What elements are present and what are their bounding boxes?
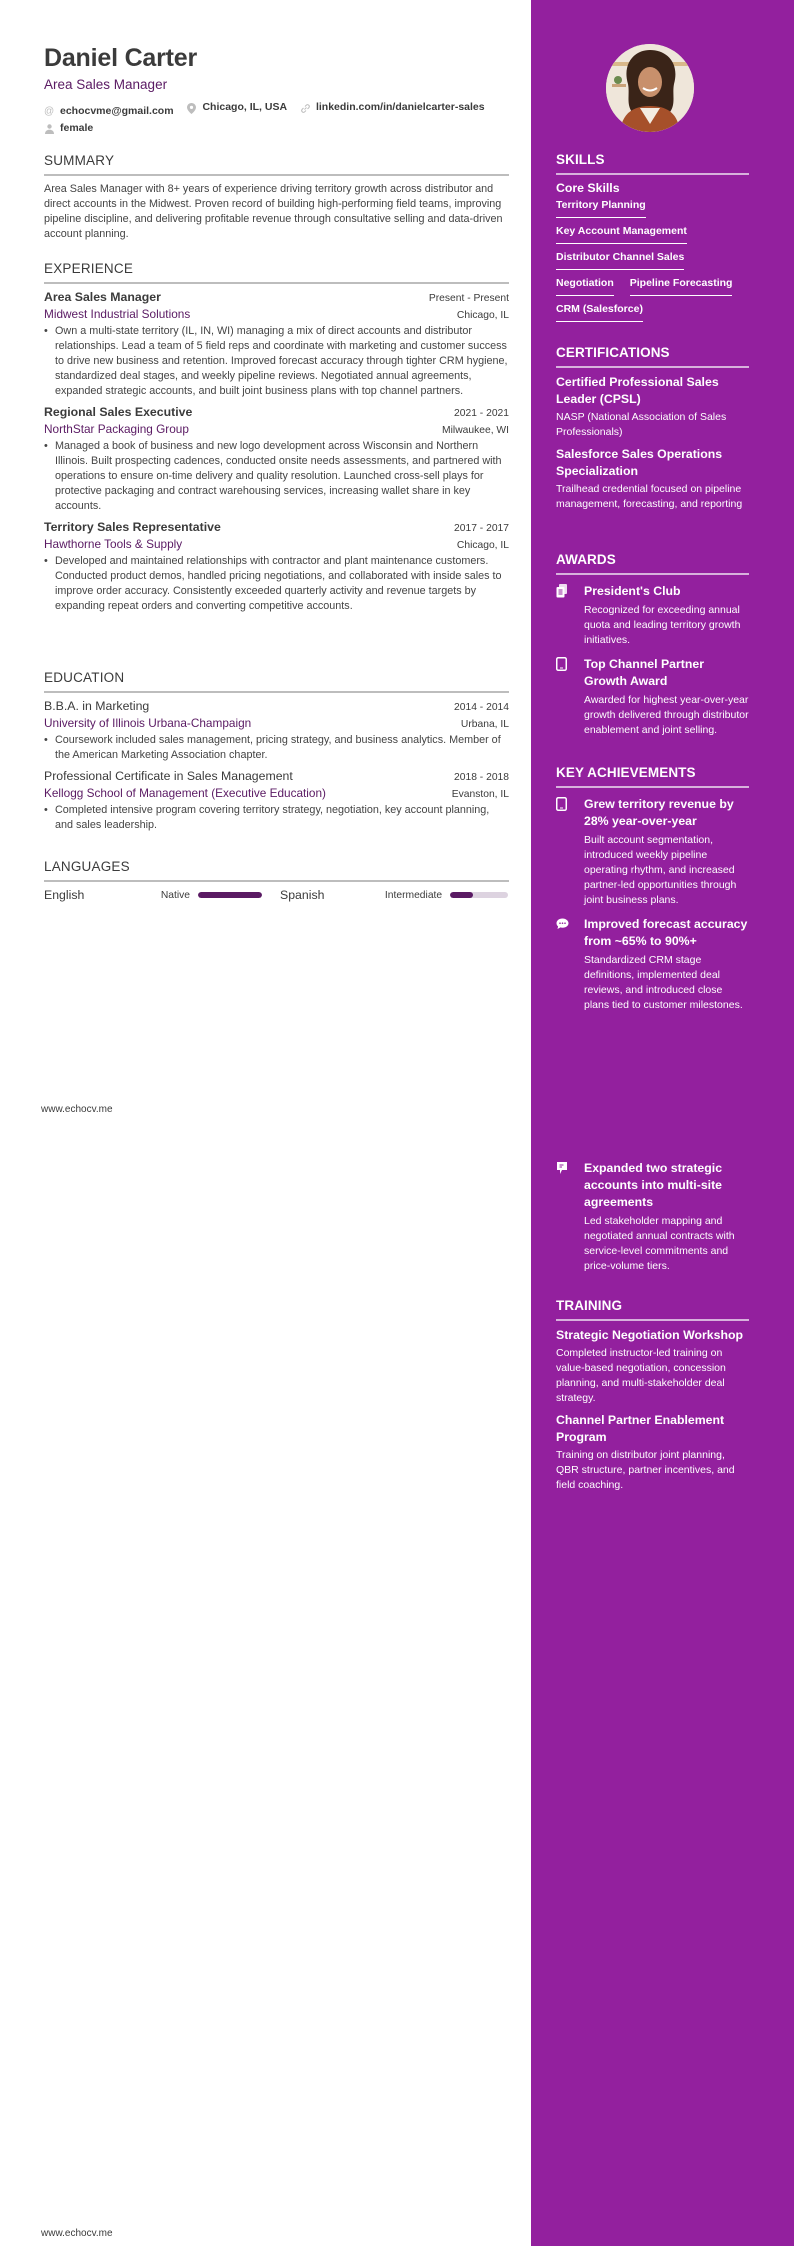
section-heading: SKILLS: [556, 152, 605, 167]
candidate-title: Area Sales Manager: [44, 77, 168, 92]
award-item: [556, 583, 749, 648]
job-title: Area Sales Manager: [44, 290, 161, 304]
job-bullet: [44, 554, 509, 614]
summary-text: Area Sales Manager with 8+ years of experience driving territory growth across distributor and direct accounts in the Midwest. Proven record of building high-performing field teams, improving pipeline discipline, and delivering profitable revenue through consultative selling and data-driven account planning.: [44, 183, 503, 240]
footer-site-page1[interactable]: www.echocv.me: [41, 1104, 113, 1115]
section-heading: EXPERIENCE: [44, 261, 134, 276]
award-desc: Awarded for highest year-over-year growth delivered through distributor enablement and joint selling.: [584, 694, 749, 736]
job-title: Territory Sales Representative: [44, 520, 221, 534]
sidebar-background: [531, 0, 794, 2246]
section-heading: AWARDS: [556, 552, 616, 567]
tablet-icon: [556, 796, 584, 908]
gender-text: female: [60, 122, 94, 134]
divider: [556, 366, 749, 368]
location-text: Chicago, IL, USA: [202, 101, 288, 113]
skill-tag: CRM (Salesforce): [556, 301, 643, 322]
section-heading: SUMMARY: [44, 153, 115, 168]
school-location: Evanston, IL: [451, 789, 509, 800]
award-title: Top Channel Partner Growth Award: [584, 657, 705, 688]
job-dates: Present - Present: [428, 293, 509, 304]
job-location: Chicago, IL: [456, 540, 509, 551]
company-name: Hawthorne Tools & Supply: [44, 537, 183, 551]
award-item: [556, 656, 749, 738]
bullet-text: Developed and maintained relationships with contractor and plant maintenance customers. Conducted product demos, handled pricing negotiations, and collaborated with inside sales to improve order accuracy. Consistently exceeded quarterly activity and revenue targets by expanding repeat orders and converting competitive accounts.: [55, 555, 502, 612]
skill-tag: Key Account Management: [556, 223, 687, 244]
skill-tag: Territory Planning: [556, 197, 646, 218]
bullet-text: Completed intensive program covering territory strategy, negotiation, key account planning, and sales leadership.: [55, 804, 490, 831]
speech-flag-icon: [556, 1160, 584, 1274]
job-location: Milwaukee, WI: [442, 425, 509, 436]
bullet-text: Coursework included sales management, pricing strategy, and business analytics. Member of the American Marketing Association chapter.: [55, 734, 501, 761]
contact-linkedin[interactable]: [300, 99, 485, 116]
skills-section: [556, 152, 749, 327]
section-heading: LANGUAGES: [44, 859, 130, 874]
email-text: echocvme@gmail.com: [60, 105, 174, 117]
certifications-section: [556, 345, 749, 512]
language-level: Intermediate: [384, 889, 443, 901]
award-title: President's Club: [584, 584, 681, 598]
skills-list: [556, 197, 749, 327]
clipboard-icon: [556, 583, 584, 648]
training-name: Channel Partner Enablement Program: [556, 1413, 725, 1444]
bullet-icon: •: [44, 440, 48, 452]
language-item: [276, 888, 508, 902]
experience-section: [44, 261, 509, 614]
bullet-icon: •: [44, 555, 48, 567]
education-entry: [44, 699, 509, 763]
language-level: Native: [160, 889, 190, 901]
edu-dates: 2018 - 2018: [454, 772, 509, 783]
awards-section: [556, 552, 749, 738]
section-heading: TRAINING: [556, 1298, 623, 1313]
achievement-title: Grew territory revenue by 28% year-over-year: [584, 797, 734, 828]
achievement-item: [556, 916, 749, 1013]
company-name: Midwest Industrial Solutions: [44, 307, 191, 321]
linkedin-text: linkedin.com/in/danielcarter-sales: [315, 101, 485, 113]
divider: [556, 573, 749, 575]
contact-gender: [44, 120, 93, 137]
training-name: Strategic Negotiation Workshop: [556, 1328, 743, 1342]
section-heading: CERTIFICATIONS: [556, 345, 670, 360]
job-dates: 2021 - 2021: [454, 408, 509, 419]
achievement-title: Expanded two strategic accounts into multi-site agreements: [584, 1161, 723, 1209]
school-name: University of Illinois Urbana-Champaign: [44, 716, 252, 730]
training-desc: Completed instructor-led training on value-based negotiation, concession planning, and multi-stakeholder deal strategy.: [556, 1347, 726, 1404]
person-icon: [44, 124, 54, 134]
bullet-text: Own a multi-state territory (IL, IN, WI) managing a mix of direct accounts and distributor relationships. Lead a team of 5 field reps and coordinate with marketing and customer success to drive new business and retention. Improved forecast accuracy through tighter CRM hygiene, standardized deal stages, and weekly pipeline reviews. Negotiated annual agreements, expanded strategic accounts, and built joint business plans with top channel partners.: [55, 325, 508, 397]
divider: [44, 880, 509, 882]
certification-name: Certified Professional Sales Leader (CPSL): [556, 375, 719, 406]
training-desc: Training on distributor joint planning, QBR structure, partner incentives, and field coaching.: [556, 1449, 735, 1491]
divider: [44, 174, 509, 176]
language-item: [44, 888, 276, 902]
achievement-item: [556, 1160, 749, 1274]
edu-dates: 2014 - 2014: [454, 702, 509, 713]
skills-subheading: Core Skills: [556, 181, 620, 195]
achievement-item: [556, 796, 749, 908]
degree: B.B.A. in Marketing: [44, 699, 150, 713]
bullet-text: Managed a book of business and new logo development across Wisconsin and Northern Illinois. Built prospecting cadences, conducted onsite needs assessments, and partnered with operations to ensure on-time delivery and quality resolution. Launched cross-sell plays for protective packaging and contract warehousing services, increasing wallet share in key accounts.: [55, 440, 502, 512]
achievement-title: Improved forecast accuracy from ~65% to 90%+: [584, 917, 748, 948]
certification-issuer: NASP (National Association of Sales Professionals): [556, 411, 727, 438]
language-name: Spanish: [280, 888, 325, 902]
certification-issuer: Trailhead credential focused on pipeline management, forecasting, and reporting: [556, 483, 743, 510]
divider: [44, 691, 509, 693]
bullet-icon: •: [44, 325, 48, 337]
achievement-desc: Built account segmentation, introduced weekly pipeline operating rhythm, and increased partner-led opportunities through joint business plans.: [584, 834, 737, 906]
section-heading: EDUCATION: [44, 670, 125, 685]
languages-section: [44, 859, 509, 902]
edu-bullet: [44, 733, 509, 763]
divider: [44, 282, 509, 284]
job-location: Chicago, IL: [456, 310, 509, 321]
chat-bubble-icon: [556, 916, 584, 1013]
skill-tag: Negotiation: [556, 275, 614, 296]
divider: [556, 786, 749, 788]
school-name: Kellogg School of Management (Executive Education): [44, 786, 326, 800]
key-achievements-continued: [556, 1160, 749, 1274]
link-icon: [300, 103, 310, 113]
language-proficiency-bar: [198, 892, 262, 898]
tablet-icon: [556, 656, 584, 738]
bullet-icon: •: [44, 734, 48, 746]
training-section: [556, 1298, 749, 1493]
edu-bullet: [44, 803, 509, 833]
skill-tag: Pipeline Forecasting: [630, 275, 733, 296]
job-dates: 2017 - 2017: [454, 523, 509, 534]
contact-info: [44, 99, 524, 140]
education-section: [44, 670, 509, 833]
location-pin-icon: [186, 103, 196, 113]
divider: [556, 1319, 749, 1321]
contact-email[interactable]: [44, 103, 174, 120]
bullet-icon: •: [44, 804, 48, 816]
contact-location: [186, 99, 287, 116]
summary-section: [44, 153, 509, 242]
job-entry: [44, 290, 509, 399]
award-desc: Recognized for exceeding annual quota and leading territory growth initiatives.: [584, 604, 741, 646]
job-bullet: [44, 324, 509, 399]
language-name: English: [44, 888, 85, 902]
skill-tag: Distributor Channel Sales: [556, 249, 684, 270]
job-entry: [44, 405, 509, 514]
profile-photo: [606, 44, 694, 132]
footer-site-page2[interactable]: www.echocv.me: [41, 2228, 113, 2239]
key-achievements-section: [556, 765, 749, 1013]
achievement-desc: Standardized CRM stage definitions, implemented deal reviews, and introduced close plans tied to customer milestones.: [584, 954, 743, 1011]
achievement-desc: Led stakeholder mapping and negotiated annual contracts with service-level commitments and price-volume tiers.: [584, 1215, 735, 1272]
divider: [556, 173, 749, 175]
company-name: NorthStar Packaging Group: [44, 422, 189, 436]
job-entry: [44, 520, 509, 614]
degree: Professional Certificate in Sales Management: [44, 769, 293, 783]
certification-name: Salesforce Sales Operations Specialization: [556, 447, 723, 478]
candidate-name: Daniel Carter: [44, 44, 198, 72]
job-bullet: [44, 439, 509, 514]
language-proficiency-bar: [450, 892, 508, 898]
education-entry: [44, 769, 509, 833]
job-title: Regional Sales Executive: [44, 405, 193, 419]
section-heading: KEY ACHIEVEMENTS: [556, 765, 696, 780]
at-icon: @: [44, 105, 55, 117]
school-location: Urbana, IL: [460, 719, 509, 730]
